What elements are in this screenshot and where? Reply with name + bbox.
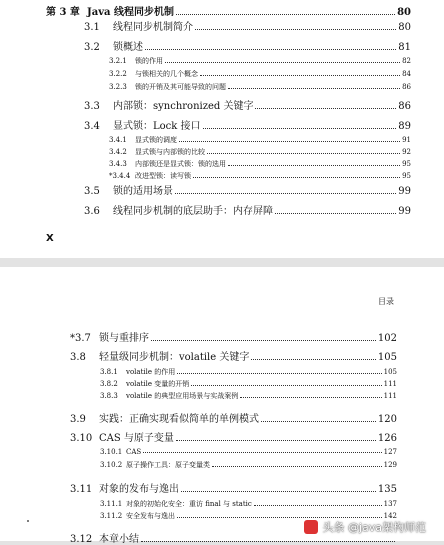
- toc-entry[interactable]: [109, 159, 411, 169]
- toc-entry-title: 锁与重排序: [99, 333, 149, 344]
- watermark-logo-icon: [304, 520, 318, 534]
- toc-entry[interactable]: [109, 135, 411, 145]
- dot-leader: [176, 440, 376, 441]
- toc-entry[interactable]: [84, 182, 411, 197]
- toc-entry-number: 3.4.1: [109, 136, 127, 144]
- watermark-text: 头条 @java架构师范: [322, 521, 426, 534]
- toc-entry-title: 线程同步机制简介: [113, 22, 193, 33]
- toc-entry-title: CAS 与原子变量: [99, 433, 174, 444]
- toc-entry-number: *3.4.4: [109, 172, 131, 180]
- toc-entry[interactable]: [109, 56, 411, 66]
- dot-leader: [181, 491, 376, 492]
- toc-entry-page: 95: [402, 172, 411, 180]
- toc-entry-page: 91: [402, 136, 411, 144]
- toc-entry[interactable]: [100, 379, 397, 389]
- toc-entry[interactable]: [70, 410, 397, 425]
- toc-entry-title: 锁的作用: [135, 57, 163, 65]
- toc-entry-title: CAS: [126, 448, 142, 456]
- toc-entry-page: 99: [398, 186, 411, 197]
- toc-entry-title: 与锁相关的几个概念: [135, 70, 198, 78]
- dot-leader: [240, 397, 381, 398]
- toc-entry-number: 3.2.3: [109, 83, 127, 91]
- dot-leader: [195, 29, 396, 30]
- dot-leader: [207, 153, 400, 154]
- toc-entry-page: 81: [398, 42, 411, 53]
- running-header: 目录: [378, 297, 394, 306]
- dot-leader: [143, 452, 381, 453]
- toc-entry-page: 120: [377, 414, 397, 425]
- toc-entry[interactable]: [70, 429, 397, 444]
- dot-leader: [179, 141, 400, 142]
- toc-entry-title: 锁的开销及其可能导致的问题: [135, 83, 226, 91]
- toc-entry-title: volatile 的典型应用场景与实战案例: [126, 392, 239, 400]
- dot-leader: [191, 385, 381, 386]
- watermark: [304, 519, 426, 535]
- toc-entry-number: 3.6: [84, 206, 100, 217]
- toc-entry-page: 95: [402, 160, 411, 168]
- toc-entry-number: 3.2: [84, 42, 100, 53]
- toc-entry[interactable]: [70, 329, 397, 344]
- toc-entry[interactable]: [109, 171, 411, 181]
- toc-entry[interactable]: [84, 202, 411, 217]
- toc-entry[interactable]: [109, 69, 411, 79]
- toc-entry-title: 锁的适用场景: [113, 186, 173, 197]
- toc-entry-title: 轻量级同步机制：volatile 关键字: [99, 352, 250, 363]
- toc-entry-page: 126: [377, 433, 397, 444]
- toc-entry-number: 3.4.2: [109, 148, 127, 156]
- toc-entry-number: *3.7: [70, 333, 91, 344]
- dot-leader: [151, 340, 376, 341]
- toc-entry[interactable]: [109, 82, 411, 92]
- toc-entry-title: 线程同步机制的底层助手：内存屏障: [113, 206, 273, 217]
- toc-entry-number: 3.2.1: [109, 57, 127, 65]
- toc-entry-title: 原子操作工具：原子变量类: [126, 461, 210, 469]
- toc-entry-number: 3.9: [70, 414, 86, 425]
- toc-entry-page: 86: [402, 83, 411, 91]
- toc-entry[interactable]: [84, 38, 411, 53]
- dot-leader: [261, 421, 376, 422]
- toc-entry[interactable]: [100, 367, 397, 377]
- toc-entry-number: 3.3: [84, 101, 100, 112]
- toc-entry[interactable]: [84, 18, 411, 33]
- toc-entry[interactable]: [100, 499, 397, 509]
- toc-entry-title: 实践：正确实现看似简单的单例模式: [99, 414, 259, 425]
- toc-entry-page: 105: [377, 352, 397, 363]
- toc-entry-title: 改进型锁：读写锁: [135, 172, 191, 180]
- dot-leader: [175, 193, 396, 194]
- toc-entry[interactable]: [100, 391, 397, 401]
- dot-leader: [145, 49, 396, 50]
- toc-entry-number: 第 3 章: [46, 7, 80, 18]
- toc-entry[interactable]: [84, 97, 411, 112]
- dot-leader: [255, 108, 396, 109]
- dot-leader: [228, 165, 400, 166]
- toc-entry-page: 135: [377, 484, 397, 495]
- toc-entry-number: 3.8.3: [100, 392, 118, 400]
- toc-entry-page: 86: [398, 101, 411, 112]
- toc-entry-number: 3.10.2: [100, 461, 123, 469]
- toc-entry-page: 82: [402, 57, 411, 65]
- toc-entry-page: 111: [383, 380, 397, 388]
- toc-entry-number: 3.8.1: [100, 368, 118, 376]
- toc-page-1: [0, 0, 444, 258]
- toc-entry-title: 安全发布与逸出: [126, 512, 175, 520]
- toc-entry-number: 3.12: [70, 534, 93, 545]
- toc-entry-title: 锁概述: [113, 42, 143, 53]
- toc-entry-page: 84: [402, 70, 411, 78]
- toc-entry-title: 内部锁：synchronized 关键字: [113, 101, 254, 112]
- toc-entry[interactable]: [100, 448, 397, 456]
- toc-entry-number: 3.5: [84, 186, 100, 197]
- toc-entry-number: 3.11: [70, 484, 93, 495]
- dot-leader: [254, 505, 382, 506]
- toc-entry[interactable]: [100, 460, 397, 470]
- toc-entry-title: 对象的发布与逸出: [99, 484, 179, 495]
- toc-entry-number: 3.11.1: [100, 500, 123, 508]
- toc-entry-number: 3.4.3: [109, 160, 127, 168]
- toc-entry-title: Java 线程同步机制: [87, 7, 174, 18]
- dot-leader: [176, 14, 395, 15]
- toc-page-2: [0, 267, 444, 545]
- toc-entry-number: 3.2.2: [109, 70, 127, 78]
- toc-entry-page: 80: [398, 22, 411, 33]
- toc-entry-title: volatile 变量的开销: [126, 380, 190, 388]
- toc-entry-page: 129: [383, 461, 397, 469]
- toc-entry-number: 3.8.2: [100, 380, 118, 388]
- dot-leader: [212, 466, 382, 467]
- toc-entry-page: 99: [398, 206, 411, 217]
- toc-entry-page: 105: [383, 368, 397, 376]
- toc-entry[interactable]: [70, 480, 397, 495]
- dot-leader: [193, 177, 400, 178]
- toc-entry[interactable]: [109, 147, 411, 157]
- dot-leader: [177, 517, 382, 518]
- toc-entry-page: 111: [383, 392, 397, 400]
- toc-entry[interactable]: [70, 348, 397, 363]
- toc-entry-title: 对象的初始化安全：重访 final 与 static: [126, 500, 252, 508]
- toc-entry-page: 137: [383, 500, 397, 508]
- stray-dot: [27, 520, 29, 522]
- dot-leader: [165, 62, 400, 63]
- toc-entry-title: 本章小结: [99, 534, 139, 545]
- toc-entry-title: volatile 的作用: [126, 368, 176, 376]
- toc-entry[interactable]: [46, 3, 411, 18]
- toc-entry-number: 3.11.2: [100, 512, 123, 520]
- toc-entry-page: 80: [397, 7, 411, 18]
- toc-entry[interactable]: [84, 117, 411, 132]
- toc-entry-number: 3.10: [70, 433, 93, 444]
- toc-entry-page: 142: [383, 512, 397, 520]
- toc-entry-page: 92: [402, 148, 411, 156]
- dot-leader: [275, 213, 396, 214]
- toc-entry-title: 显式锁与内部锁的比较: [135, 148, 205, 156]
- toc-entry-title: 显式锁的调度: [135, 136, 177, 144]
- toc-entry-number: 3.10.1: [100, 448, 123, 456]
- toc-entry-number: 3.8: [70, 352, 86, 363]
- toc-entry-page: 89: [398, 121, 411, 132]
- dot-leader: [200, 75, 400, 76]
- page-mark: X: [46, 233, 54, 244]
- dot-leader: [203, 128, 397, 129]
- dot-leader: [251, 359, 376, 360]
- dot-leader: [177, 373, 381, 374]
- toc-entry-title: 内部锁还是显式锁：锁的选用: [135, 160, 226, 168]
- dot-leader: [228, 88, 400, 89]
- dot-leader: [141, 541, 395, 542]
- toc-entry-number: 3.4: [84, 121, 100, 132]
- toc-entry-page: 102: [377, 333, 397, 344]
- toc-entry-number: 3.1: [84, 22, 100, 33]
- toc-entry-page: 127: [383, 448, 397, 456]
- toc-entry-title: 显式锁：Lock 接口: [113, 121, 201, 132]
